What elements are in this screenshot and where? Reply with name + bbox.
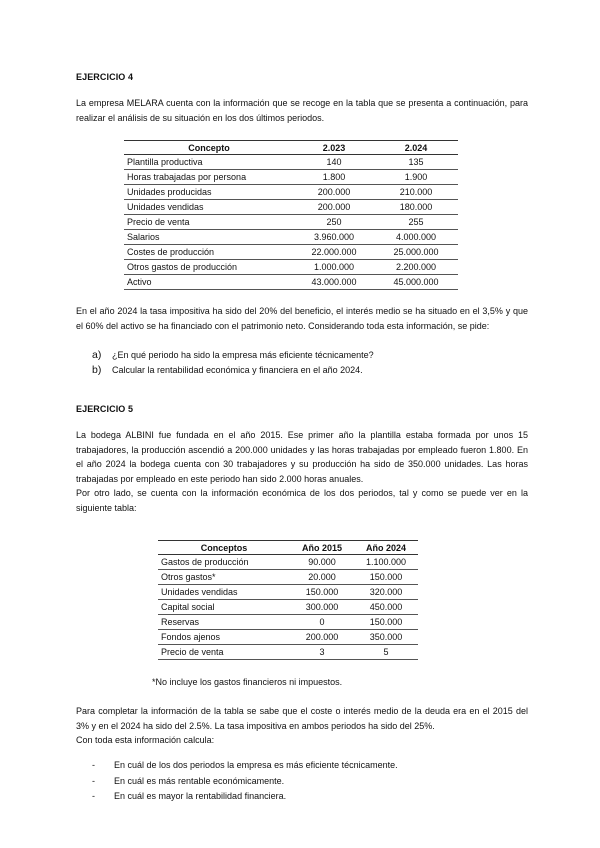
table-row — [158, 555, 418, 570]
exercise-5-intro-text-2: Por otro lado, se cuenta con la información económica de los dos periodos, tal y como se puede ver en la siguiente tabla: — [76, 488, 528, 513]
exercise-5-questions — [92, 758, 398, 805]
table-cell: 150.000 — [354, 615, 418, 630]
list-item-text: ¿En qué periodo ha sido la empresa más eficiente técnicamente? — [112, 350, 374, 360]
table-row — [158, 600, 418, 615]
table-cell: Gastos de producción — [158, 555, 290, 570]
table-cell: 90.000 — [290, 555, 354, 570]
exercise-4-intro — [76, 96, 528, 125]
table-cell: 210.000 — [374, 185, 458, 200]
table-cell: 25.000.000 — [374, 245, 458, 260]
table-cell: 250 — [294, 215, 374, 230]
exercise-4-table — [124, 140, 458, 290]
table-header: Año 2024 — [354, 541, 418, 555]
table-cell: Plantilla productiva — [124, 155, 294, 170]
table-row — [124, 230, 458, 245]
table-cell: 4.000.000 — [374, 230, 458, 245]
list-item-text: Calcular la rentabilidad económica y financiera en el año 2024. — [112, 364, 363, 375]
table-row — [124, 200, 458, 215]
list-item — [92, 774, 398, 790]
table-cell: Precio de venta — [124, 215, 294, 230]
table-cell: 0 — [290, 615, 354, 630]
table-header-row — [158, 541, 418, 555]
table-cell: 200.000 — [290, 630, 354, 645]
exercise-4-title: EJERCICIO 4 — [76, 72, 134, 82]
list-item-text: En cuál es más rentable económicamente. — [114, 775, 285, 786]
table-row — [124, 170, 458, 185]
table-cell: 22.000.000 — [294, 245, 374, 260]
exercise-5-prompt: Con toda esta información calcula: — [76, 735, 215, 745]
exercise-4-questions — [92, 348, 374, 377]
table-cell: Unidades producidas — [124, 185, 294, 200]
list-marker: - — [92, 791, 95, 801]
table-cell: 3 — [290, 645, 354, 660]
exercise-4-intro-text: La empresa MELARA cuenta con la información que se recoge en la tabla que se presenta a continuación, para realizar el análisis de su situación en los dos últimos periodos. — [76, 98, 528, 123]
table-row — [124, 245, 458, 260]
exercise-5-statement-text: Para completar la información de la tabla se sabe que el coste o interés medio de la deuda era en el 2015 del 3% y en el 2024 ha sido del 2.5%. La tasa impositiva en ambos periodos ha sido del 25%. — [76, 706, 528, 731]
table-cell: 320.000 — [354, 585, 418, 600]
exercise-4-statement-text: En el año 2024 la tasa impositiva ha sido del 20% del beneficio, el interés medio se ha situado en el 3,5% y que el 60% del activo se ha financiado con el patrimonio neto. Considerando toda esta información, se pide: — [76, 306, 528, 331]
list-item-text: En cuál de los dos periodos la empresa es más eficiente técnicamente. — [114, 760, 398, 770]
table-row — [158, 585, 418, 600]
table-cell: 1.800 — [294, 170, 374, 185]
table-cell: 135 — [374, 155, 458, 170]
exercise-5-intro — [76, 428, 528, 515]
table-row — [124, 215, 458, 230]
table-header: Concepto — [124, 141, 294, 155]
exercise-5-statement — [76, 704, 528, 748]
table-row — [124, 275, 458, 290]
table-cell: 1.000.000 — [294, 260, 374, 275]
table-cell: Unidades vendidas — [158, 585, 290, 600]
table-cell: Reservas — [158, 615, 290, 630]
table-row — [124, 155, 458, 170]
list-marker: - — [92, 775, 95, 786]
exercise-5-table — [158, 540, 418, 660]
table-cell: Precio de venta — [158, 645, 290, 660]
table-cell: Unidades vendidas — [124, 200, 294, 215]
table-cell: 140 — [294, 155, 374, 170]
table-cell: 150.000 — [290, 585, 354, 600]
table-cell: Horas trabajadas por persona — [124, 170, 294, 185]
list-item — [92, 363, 374, 378]
table-cell: 150.000 — [354, 570, 418, 585]
table-header: Año 2015 — [290, 541, 354, 555]
table-cell: Capital social — [158, 600, 290, 615]
table-cell: 255 — [374, 215, 458, 230]
table-cell: 20.000 — [290, 570, 354, 585]
list-item-text: En cuál es mayor la rentabilidad financiera. — [114, 791, 287, 801]
table-cell: 1.900 — [374, 170, 458, 185]
table-cell: 1.100.000 — [354, 555, 418, 570]
list-item — [92, 789, 398, 805]
table-cell: 180.000 — [374, 200, 458, 215]
table-cell: 5 — [354, 645, 418, 660]
list-item — [92, 348, 374, 363]
table-row — [158, 615, 418, 630]
table-cell: 200.000 — [294, 200, 374, 215]
table-cell: Costes de producción — [124, 245, 294, 260]
table-header: 2.024 — [374, 141, 458, 155]
table-header: Conceptos — [158, 541, 290, 555]
table-row — [158, 630, 418, 645]
table-cell: Otros gastos de producción — [124, 260, 294, 275]
table-cell: 45.000.000 — [374, 275, 458, 290]
table-cell: 43.000.000 — [294, 275, 374, 290]
exercise-4-statement — [76, 304, 528, 333]
exercise-5-intro-text: La bodega ALBINI fue fundada en el año 2015. Ese primer año la plantilla estaba formada por unos 15 trabajadores, la producción ascendió a 200.000 unidades y las horas trabajadas por empleado fueron 1.800. En el año 2024 la bodega cuenta con 30 trabajadores y su producción ha sido de 350.000 unidades. Las horas trabajadas por empleado en este periodo han sido 2.000 horas anuales. — [76, 430, 528, 484]
list-marker: - — [92, 760, 95, 770]
table-row — [158, 645, 418, 660]
table-cell: 200.000 — [294, 185, 374, 200]
exercise-5-title: EJERCICIO 5 — [76, 404, 134, 414]
table-footnote: *No incluye los gastos financieros ni impuestos. — [152, 677, 343, 687]
table-header-row — [124, 141, 458, 155]
table-cell: 2.200.000 — [374, 260, 458, 275]
table-cell: Salarios — [124, 230, 294, 245]
table-cell: 300.000 — [290, 600, 354, 615]
table-cell: Activo — [124, 275, 294, 290]
list-marker: b) — [92, 363, 102, 376]
table-row — [124, 260, 458, 275]
list-marker: a) — [92, 349, 102, 361]
table-cell: 3.960.000 — [294, 230, 374, 245]
table-cell: Otros gastos* — [158, 570, 290, 585]
table-header: 2.023 — [294, 141, 374, 155]
table-cell: 450.000 — [354, 600, 418, 615]
table-cell: Fondos ajenos — [158, 630, 290, 645]
table-row — [124, 185, 458, 200]
list-item — [92, 758, 398, 774]
table-row — [158, 570, 418, 585]
table-cell: 350.000 — [354, 630, 418, 645]
